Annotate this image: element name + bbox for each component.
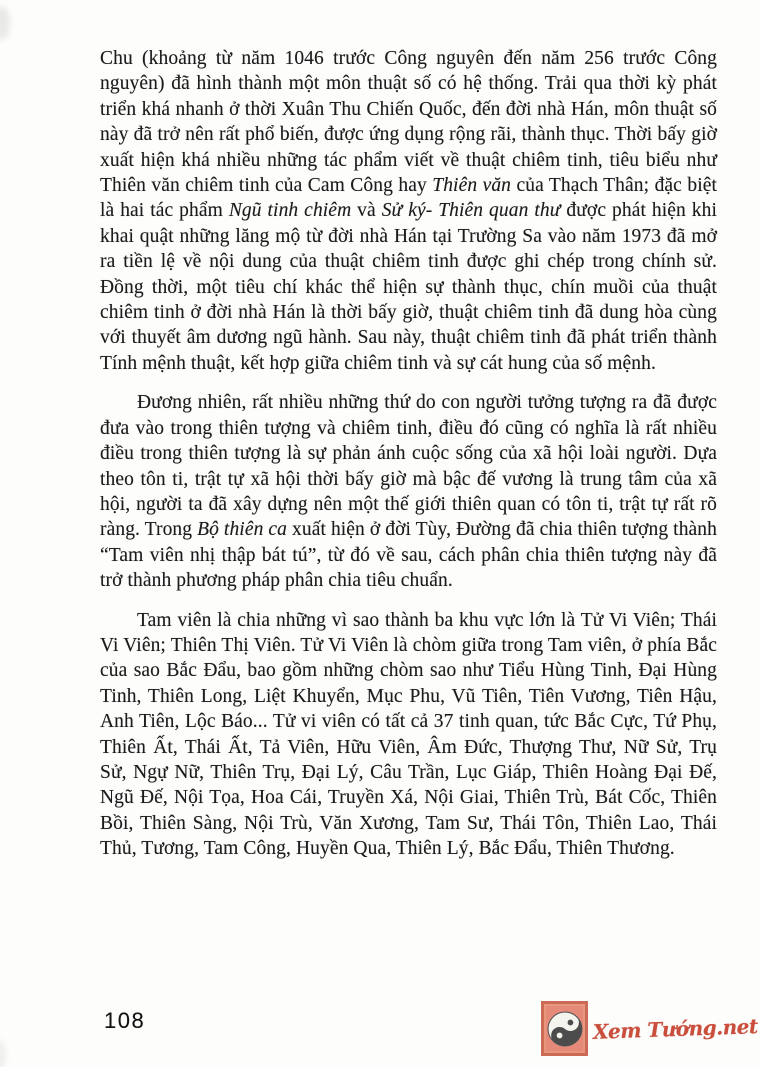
text-run: Tam viên là chia những vì sao thành ba khu vực lớn là Tử Vi Viên; Thái Vi Viên; Thiên Thị Viên. Tử Vi Viên là chòm giữa trong Tam viên, ở phía Bắc của sao Bắc Đẩu, bao gồm những chòm sao như Tiểu Hùng Tinh, Đại Hùng Tinh, Thiên Long, Liệt Khuyển, Mục Phu, Vũ Tiên, Tiên Vương, Tiên Hậu, Anh Tiên, Lộc Báo... Tử vi viên có tất cả 37 tinh quan, tức Bắc Cực, Tứ Phụ, Thiên Ất, Thái Ất, Tả Viên, Hữu Viên, Âm Đức, Thượng Thư, Nữ Sử, Trụ Sử, Ngự Nữ, Thiên Trụ, Đại Lý, Câu Trần, Lục Giáp, Thiên Hoàng Đại Đế, Ngũ Đế, Nội Tọa, Hoa Cái, Truyền Xá, Nội Giai, Thiên Trù, Bát Cốc, Thiên Bồi, Thiên Sàng, Nội Trù, Văn Xương, Tam Sư, Thái Tôn, Thiên Lao, Thái Thủ, Tương, Tam Công, Huyền Qua, Thiên Lý, Bắc Đẩu, Thiên Thương.	[100, 609, 717, 860]
page-number: 108	[104, 1008, 146, 1033]
italic-text-run: Ngũ tinh chiêm	[228, 200, 352, 222]
yin-yang-icon	[541, 1001, 588, 1056]
scan-artifact	[0, 1040, 6, 1067]
text-run: Đương nhiên, rất nhiều những thứ do con người tưởng tượng ra đã được đưa vào trong thiên tượng và chiêm tinh, điều đó cũng có nghĩa là rất nhiều điều trong thiên tượng là sự phản ánh cuộc sống của xã hội loài người. Dựa theo tôn ti, trật tự xã hội thời bấy giờ mà bậc đế vương là trung tâm của xã hội, người ta đã xây dựng nên một thế giới thiên quan có tôn ti, trật tự rất rõ ràng. Trong	[100, 392, 717, 541]
paragraph-3	[100, 608, 717, 862]
page-body-text	[100, 46, 717, 876]
italic-text-run: Thiên văn	[432, 175, 512, 197]
text-run: Chu (khoảng từ năm 1046 trước Công nguyên đến năm 256 trước Công nguyên) đã hình thành một môn thuật số có hệ thống. Trải qua thời kỳ phát triển khá nhanh ở thời Xuân Thu Chiến Quốc, đến đời nhà Hán, môn thuật số này đã trở nên rất phổ biến, được ứng dụng rộng rãi, thành thục. Thời bấy giờ xuất hiện khá nhiều những tác phẩm viết về thuật chiêm tinh, tiêu biểu như Thiên văn chiêm tinh của Cam Công hay	[100, 48, 717, 197]
text-run: xuất hiện ở đời Tùy, Đường đã chia thiên tượng thành “Tam viên nhị thập bát tú”, từ đó về sau, cách phân chia thiên tượng này đã trở thành phương pháp phân chia tiêu chuẩn.	[100, 519, 718, 592]
paragraph-2	[100, 390, 717, 593]
scan-artifact	[0, 6, 10, 40]
italic-text-run: Bộ thiên ca	[197, 519, 288, 541]
watermark-text: Xem Tướng.net	[593, 1013, 759, 1044]
italic-text-run: Sử ký- Thiên quan thư	[381, 200, 561, 222]
watermark	[541, 1001, 758, 1056]
text-run: của Thạch Thân; đặc biệt là hai tác phẩm	[100, 175, 717, 222]
paragraph-1	[100, 46, 717, 376]
text-run: được phát hiện khi khai quật những lăng mộ từ đời nhà Hán tại Trường Sa vào năm 1973 đã mở ra tiền lệ về nội dung của thuật chiêm tinh được ghi chép trong chính sử. Đồng thời, một tiêu chí khác thể hiện sự thành thục, chín muồi của thuật chiêm tinh ở đời nhà Hán là thời bấy giờ, thuật chiêm tinh đã dung hòa cùng với thuyết âm dương ngũ hành. Sau này, thuật chiêm tinh đã phát triển thành Tính mệnh thuật, kết hợp giữa chiêm tinh và sự cát hung của số mệnh.	[100, 200, 717, 374]
text-run: và	[351, 200, 382, 222]
